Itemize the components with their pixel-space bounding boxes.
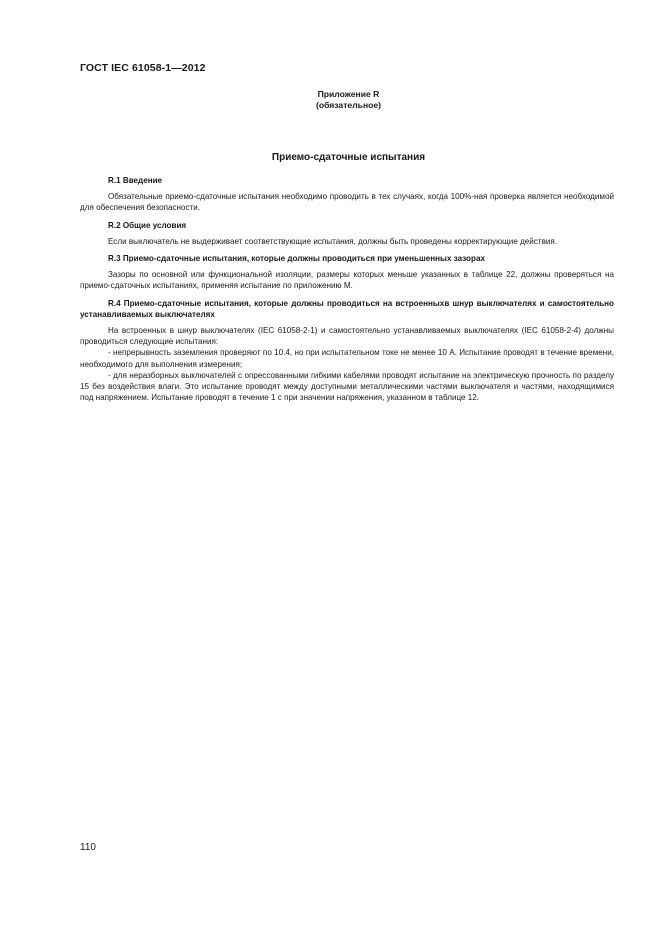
section-r4 bbox=[80, 298, 614, 404]
annex-content bbox=[80, 175, 614, 406]
section-r2-text: Если выключатель не выдерживает соответствующие испытания, должны быть проведены корректирующие действия. bbox=[108, 236, 558, 246]
section-r2-heading: R.2 Общие условия bbox=[108, 220, 187, 230]
section-r4-intro: На встроенных в шнур выключателях (IEC 61058-2-1) и самостоятельно устанавливаемых выключателях (IEC 61058-2-4) должны проводиться следующие испытания: bbox=[80, 326, 614, 347]
section-r4-item-1: - непрерывность заземления проверяют по 10.4, но при испытательном токе не менее 10 А. Испытание проводят в течение времени, необходимого для выполнения измерения; bbox=[80, 348, 614, 369]
section-r3-text: Зазоры по основной или функциональной изоляции, размеры которых меньше указанных в таблице 22, должны проверяться на приемо-сдаточных испытаниях, применяя испытание по приложению М. bbox=[80, 270, 614, 291]
section-r2 bbox=[80, 220, 614, 247]
section-r1 bbox=[80, 175, 614, 214]
annex-status: (обязательное) bbox=[315, 100, 382, 110]
section-r3-heading: R.3 Приемо-сдаточные испытания, которые должны проводиться при уменьшенных зазорах bbox=[108, 254, 485, 264]
annex-heading bbox=[0, 89, 661, 111]
document-code-header: ГОСТ IEC 61058-1—2012 bbox=[80, 62, 206, 74]
section-r1-heading: R.1 Введение bbox=[108, 176, 163, 185]
annex-title: Приложение R bbox=[317, 89, 380, 99]
section-r1-text: Обязательные приемо-сдаточные испытания необходимо проводить в тех случаях, когда 100%-ная проверка является необходимой для обеспечения безопасности. bbox=[80, 192, 614, 213]
section-r4-item-2: - для неразборных выключателей с опрессованными гибкими кабелями проводят испытание на электрическую прочность по разделу 15 без воздействия влаги. Это испытание проводят между доступными металлическими частями выключателя и частями, находящимися под напряжением. Испытание проводят в течение 1 с при значении напряжения, указанном в таблице 12. bbox=[80, 370, 614, 403]
section-r3 bbox=[80, 253, 614, 292]
page-number: 110 bbox=[80, 842, 96, 853]
section-r4-heading: R.4 Приемо-сдаточные испытания, которые должны проводиться на встроенныхв шнур выключателях и самостоятельно устанавливаемых выключателях bbox=[80, 298, 614, 319]
annex-main-title: Приемо-сдаточные испытания bbox=[271, 152, 426, 163]
